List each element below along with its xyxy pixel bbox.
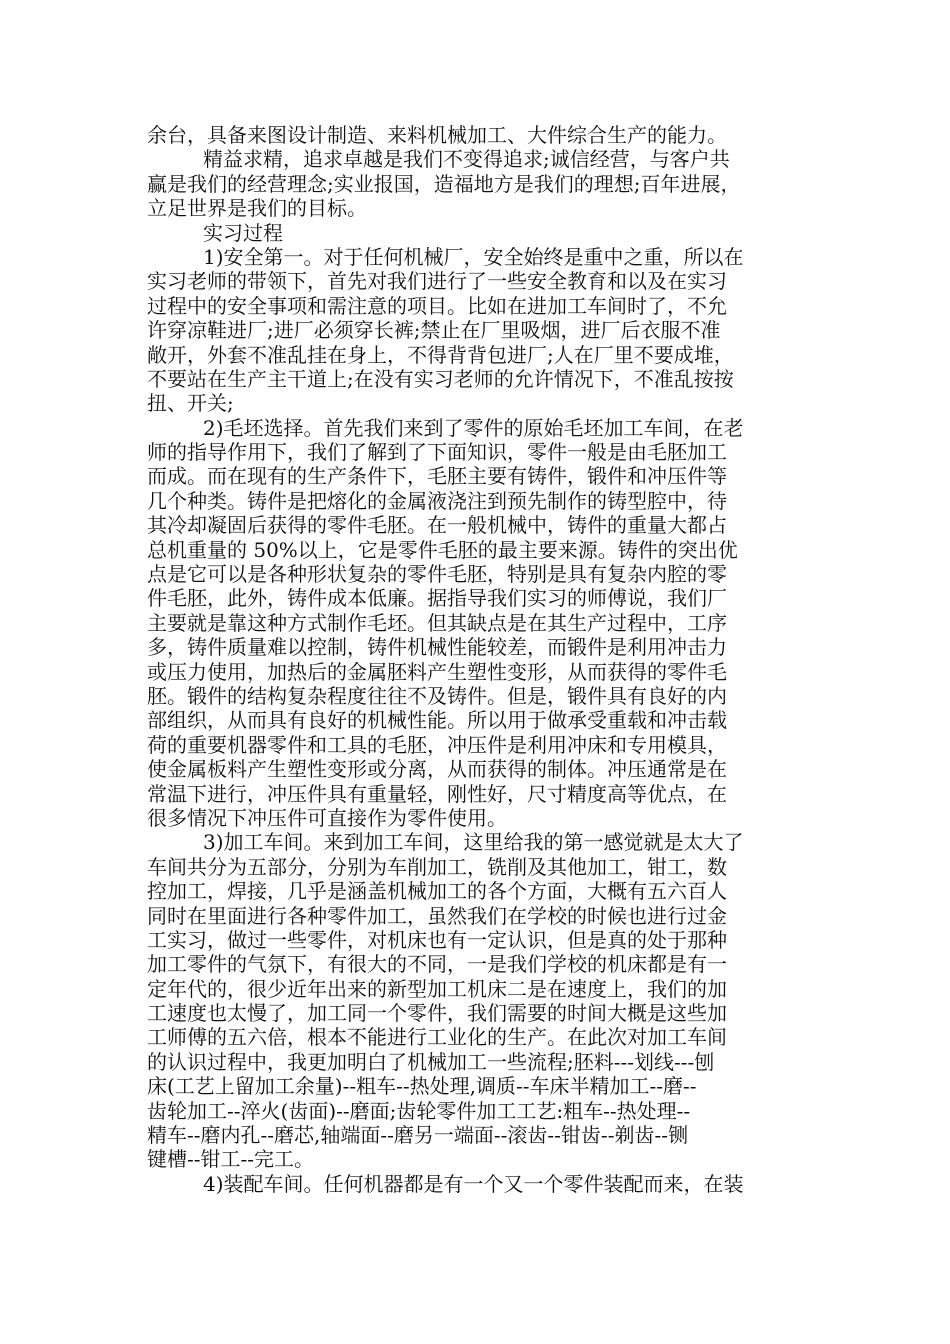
text-line: 键槽--钳工--完工。: [147, 1147, 315, 1172]
text-line: 工师傅的五六倍，根本不能进行工业化的生产。在此次对加工车间: [147, 1025, 727, 1050]
text-line: 的认识过程中，我更加明白了机械加工一些流程;胚料---划线---刨: [147, 1049, 715, 1074]
paragraph-first-line: 4)装配车间。任何机器都是有一个又一个零件装配而来，在装: [203, 1171, 744, 1196]
text-line: 床(工艺上留加工余量)--粗车--热处理,调质--车床半精加工--磨--: [147, 1074, 697, 1099]
text-line: 工实习，做过一些零件，对机床也有一定认识，但是真的处于那种: [147, 927, 727, 952]
text-line: 齿轮加工--淬火(齿面)--磨面;齿轮零件加工工艺:粗车--热处理--: [147, 1098, 691, 1123]
text-line: 实习老师的带领下，首先对我们进行了一些安全教育和以及在实习: [147, 269, 727, 294]
text-line: 胚。锻件的结构复杂程度往往不及铸件。但是，锻件具有良好的内: [147, 683, 727, 708]
paragraph-first-line: 2)毛坯选择。首先我们来到了零件的原始毛坯加工车间，在老: [203, 415, 744, 440]
text-line: 总机重量的 50%以上，它是零件毛胚的最主要来源。铸件的突出优: [147, 537, 738, 562]
text-line: 控加工，焊接，几乎是涵盖机械加工的各个方面，大概有五六百人: [147, 879, 727, 904]
text-line: 定年代的，很少近年出来的新型加工机床二是在速度上，我们的加: [147, 976, 727, 1001]
text-line: 同时在里面进行各种零件加工，虽然我们在学校的时候也进行过金: [147, 903, 727, 928]
text-line: 很多情况下冲压件可直接作为零件使用。: [147, 805, 507, 830]
text-line: 师的指导作用下，我们了解到了下面知识，零件一般是由毛胚加工: [147, 440, 727, 465]
text-line: 多，铸件质量难以控制，铸件机械性能较差，而锻件是利用冲击力: [147, 635, 727, 660]
text-line: 精车--磨内孔--磨芯,轴端面--磨另一端面--滚齿--钳齿--剃齿--铡: [147, 1123, 688, 1148]
text-line: 余台，具备来图设计制造、来料机械加工、大件综合生产的能力。: [147, 123, 727, 147]
text-line: 或压力使用，加热后的金属胚料产生塑性变形，从而获得的零件毛: [147, 659, 727, 684]
text-line: 过程中的安全事项和需注意的项目。比如在进加工车间时了，不允: [147, 293, 727, 318]
text-line: 赢是我们的经营理念;实业报国，造福地方是我们的理想;百年进展，: [147, 171, 741, 196]
text-line: 不要站在生产主干道上;在没有实习老师的允许情况下，不准乱按按: [147, 366, 734, 391]
text-line: 加工零件的气氛下，有很大的不同，一是我们学校的机床都是有一: [147, 952, 727, 977]
text-line: 立足世界是我们的目标。: [147, 196, 367, 221]
text-line: 点是它可以是各种形状复杂的零件毛胚，特别是具有复杂内腔的零: [147, 562, 727, 587]
text-line: 工速度也太慢了，加工同一个零件，我们需要的时间大概是这些加: [147, 1001, 727, 1026]
text-line: 荷的重要机器零件和工具的毛胚，冲压件是利用冲床和专用模具，: [147, 732, 727, 757]
text-line: 而成。而在现有的生产条件下，毛胚主要有铸件，锻件和冲压件等: [147, 464, 727, 489]
text-line: 车间共分为五部分，分别为车削加工，铣削及其他加工，钳工，数: [147, 854, 727, 879]
text-line: 使金属板料产生塑性变形或分离，从而获得的制体。冲压通常是在: [147, 757, 727, 782]
text-line: 几个种类。铸件是把熔化的金属液浇注到预先制作的铸型腔中，待: [147, 488, 727, 513]
text-line: 件毛胚，此外，铸件成本低廉。据指导我们实习的师傅说，我们厂: [147, 586, 727, 611]
text-line: 常温下进行，冲压件具有重量轻，刚性好，尺寸精度高等优点，在: [147, 781, 727, 806]
text-line: 许穿凉鞋进厂;进厂必须穿长裤;禁止在厂里吸烟，进厂后衣服不准: [147, 318, 721, 343]
text-line: 扭、开关;: [147, 391, 234, 416]
text-line: 敞开，外套不准乱挂在身上，不得背背包进厂;人在厂里不要成堆，: [147, 342, 734, 367]
text-line: 主要就是靠这种方式制作毛坯。但其缺点是在其生产过程中，工序: [147, 610, 727, 635]
paragraph-first-line: 3)加工车间。来到加工车间，这里给我的第一感觉就是太大了: [203, 830, 744, 855]
document-body: [147, 123, 803, 1196]
paragraph-first-line: 1)安全第一。对于任何机械厂，安全始终是重中之重，所以在: [203, 244, 744, 269]
paragraph-first-line: 精益求精，追求卓越是我们不变得追求;诚信经营，与客户共: [203, 147, 730, 172]
section-heading: 实习过程: [203, 220, 283, 245]
text-line: 其冷却凝固后获得的零件毛胚。在一般机械中，铸件的重量大都占: [147, 513, 727, 538]
text-line: 部组织，从而具有良好的机械性能。所以用于做承受重载和冲击载: [147, 708, 727, 733]
